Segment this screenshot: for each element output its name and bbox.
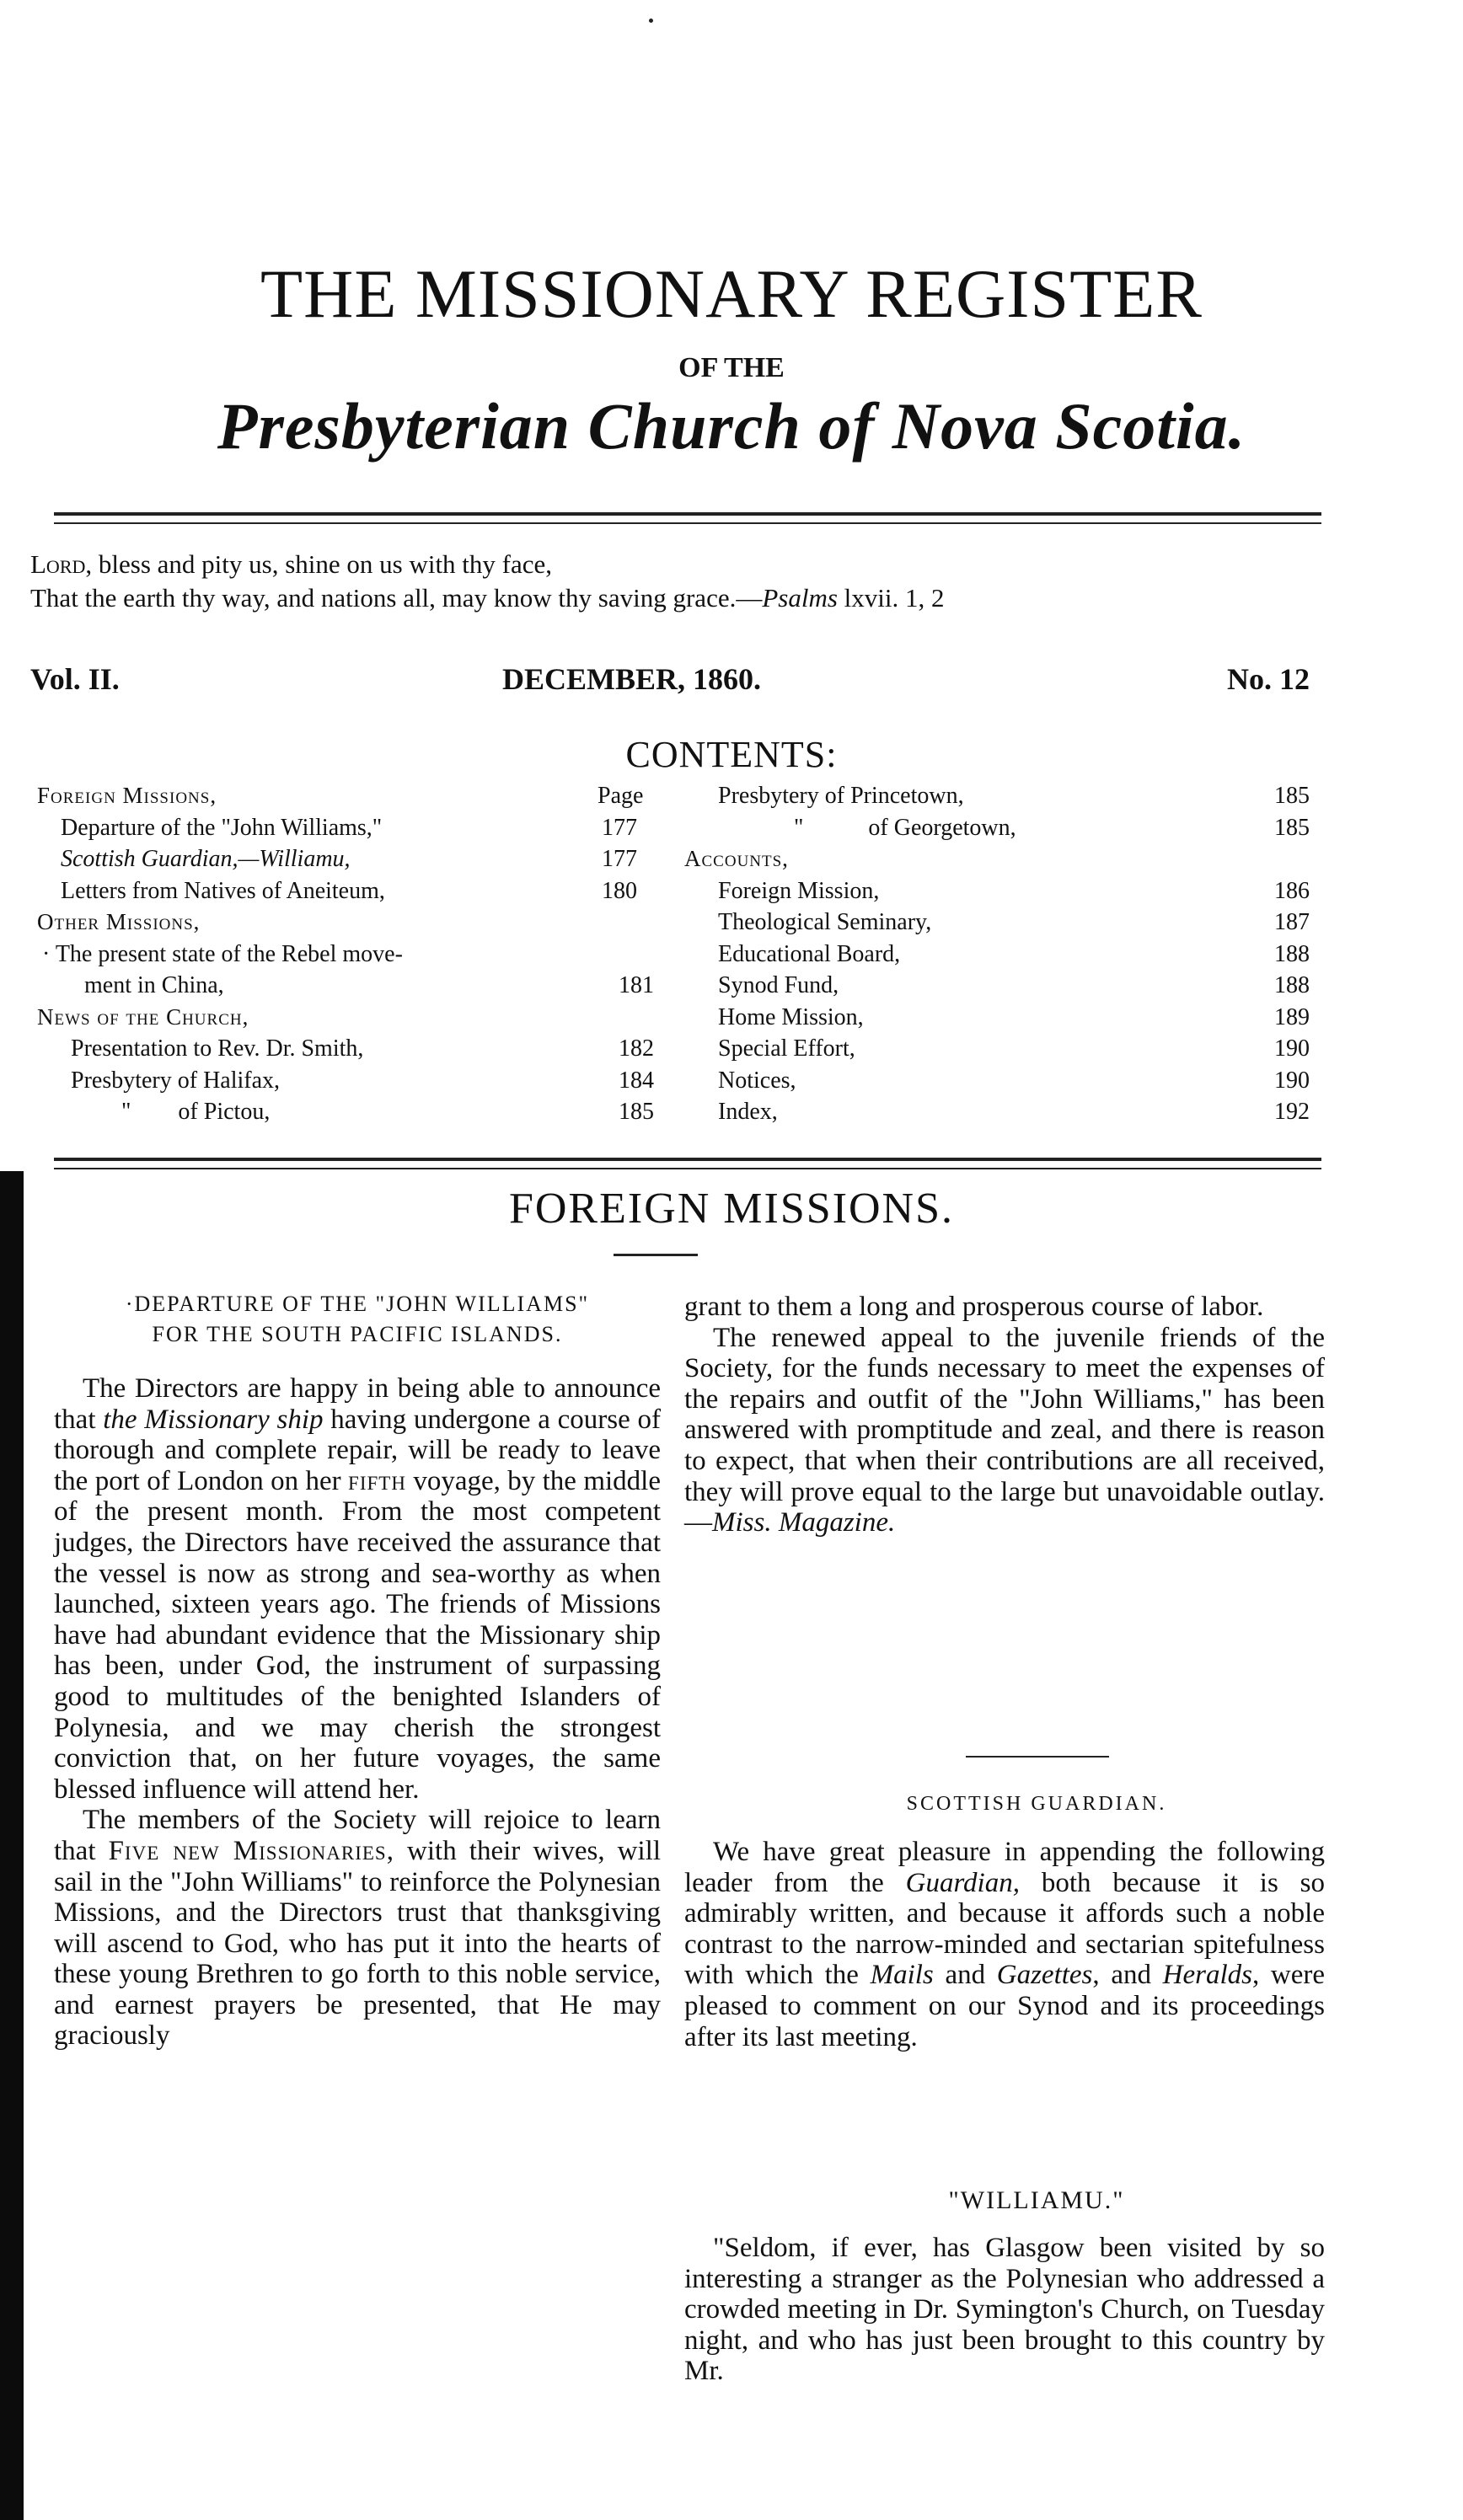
toc-row: Index, 192 [718, 1099, 1310, 1125]
toc-row: Departure of the "John Williams," 177 [61, 814, 637, 841]
motto [30, 548, 945, 615]
contents-left [37, 780, 678, 1128]
contents-rule-top [54, 1158, 1321, 1161]
toc-row: News of the Church, [37, 1003, 249, 1030]
contents-page-header: Page [598, 783, 644, 809]
toc-row: Educational Board, 188 [718, 940, 1310, 967]
motto-line-2-text: That the earth thy way, and nations all, may know thy saving grace.— [30, 583, 763, 613]
toc-row: " of Georgetown, 185 [794, 814, 1310, 841]
contents-rule-bottom [54, 1168, 1321, 1169]
masthead-church: Presbyterian Church of Nova Scotia. [217, 389, 1246, 463]
toc-row: " of Pictou, 185 [121, 1099, 654, 1125]
toc-row: Presbytery of Halifax, 184 [71, 1067, 654, 1094]
motto-line-2 [30, 581, 945, 615]
section-title: FOREIGN MISSIONS. [508, 1185, 955, 1233]
toc-row: ment in China, 181 [84, 972, 654, 998]
toc-row: Theological Seminary, 187 [718, 909, 1310, 935]
contents-title: CONTENTS: [625, 734, 838, 775]
toc-row: Accounts, [684, 846, 789, 871]
paragraph: The members of the Society will rejoice to learn that Five new Missionaries, with their wives, will sail in the "John Williams" to reinforce the Polynesian Missions, and the Directors trust that thanksgiving will ascend to God, who has put it into the hearts of these young Brethren to go forth to this noble service, and earnest prayers be presented, that He may graciously [54, 1805, 662, 2052]
right-column-2 [684, 1837, 1325, 2052]
paragraph: We have great pleasure in appending the following leader from the Guardian, both because it is so admirably written, and because it affords such a noble contrast to the narrow-minded and sectarian spitefulness with which the Mails and Gazettes, and Heralds, were pleased to comment on our Synod and its proceedings after its last meeting. [684, 1837, 1326, 2052]
motto-verse: lxvii. 1, 2 [837, 583, 945, 613]
paragraph: The renewed appeal to the juvenile friends of the Society, for the funds necessary to meet the expenses of the repairs and outfit of the "John Williams," has been answered with promptitude and zeal, and there is reason to expect, that when their contributions are all received, they will prove equal to the large but unavoidable outlay.—Miss. Magazine. [684, 1322, 1325, 1538]
article-heading-line-2: FOR THE SOUTH PACIFIC ISLANDS. [152, 1322, 563, 1346]
issue-volume: Vol. II. [30, 662, 120, 696]
paragraph: The Directors are happy in being able to announce that the Missionary ship having undergone a course of thorough and complete repair, will be ready to leave the port of London on her fifth voyage, by the middle of the present month. From the most competent judges, the Directors have received the assurance that the vessel is now as strong and sea-worthy as when launched, sixteen years ago. The friends of Missions have had abundant evidence that the Missionary ship has been, under God, the instrument of surpassing good to multitudes of the benighted Islanders of Polynesia, and we may cherish the strongest conviction that, on her future voyages, the same blessed influence will attend her. [54, 1373, 662, 1805]
toc-row: Synod Fund, 188 [718, 972, 1310, 998]
contents-right [684, 780, 1333, 1128]
toc-row: Foreign Missions, [37, 783, 217, 808]
toc-row: Presbytery of Princetown, 185 [718, 783, 1310, 809]
masthead-rule-top [54, 512, 1321, 516]
issue-number: No. 12 [1227, 662, 1310, 696]
masthead-of-the: OF THE [678, 352, 785, 383]
toc-row: Notices, 190 [718, 1067, 1310, 1094]
toc-row: Scottish Guardian,—Williamu, 177 [61, 846, 637, 872]
motto-ref: Psalms [762, 583, 838, 613]
toc-row: Special Effort, 190 [718, 1035, 1310, 1062]
paragraph: grant to them a long and prosperous course of labor. [684, 1292, 1264, 1322]
ink-speck [649, 19, 653, 23]
motto-lord: Lord, [30, 549, 93, 579]
article-2-subheading: "WILLIAMU." [948, 2186, 1125, 2214]
article-divider [966, 1756, 1109, 1758]
article-heading-line-1: ·DEPARTURE OF THE "JOHN WILLIAMS" [125, 1292, 590, 1316]
toc-row: Other Missions, [37, 909, 201, 934]
masthead-title: THE MISSIONARY REGISTER [260, 255, 1203, 332]
right-column-3 [684, 2233, 1325, 2387]
binding-shadow [0, 1171, 24, 2520]
left-column [54, 1373, 661, 2052]
article-2-heading: SCOTTISH GUARDIAN. [906, 1793, 1167, 1815]
right-column [684, 1292, 1325, 1538]
issue-date: DECEMBER, 1860. [502, 662, 762, 696]
toc-row: Home Mission, 189 [718, 1003, 1310, 1030]
motto-line-1-text: bless and pity us, shine on us with thy face, [92, 549, 553, 579]
motto-line-1 [30, 548, 945, 581]
toc-row: Letters from Natives of Aneiteum, 180 [61, 877, 637, 904]
article-heading [54, 1289, 661, 1350]
masthead-rule-bottom [54, 522, 1321, 524]
toc-row: · The present state of the Rebel move- [42, 940, 403, 967]
toc-row: Presentation to Rev. Dr. Smith, 182 [71, 1035, 654, 1062]
paragraph: "Seldom, if ever, has Glasgow been visited by so interesting a stranger as the Polynesian who addressed a crowded meeting in Dr. Symington's Church, on Tuesday night, and who has just been brought to this country by Mr. [684, 2233, 1325, 2387]
section-rule [614, 1254, 698, 1256]
toc-row: Foreign Mission, 186 [718, 877, 1310, 904]
